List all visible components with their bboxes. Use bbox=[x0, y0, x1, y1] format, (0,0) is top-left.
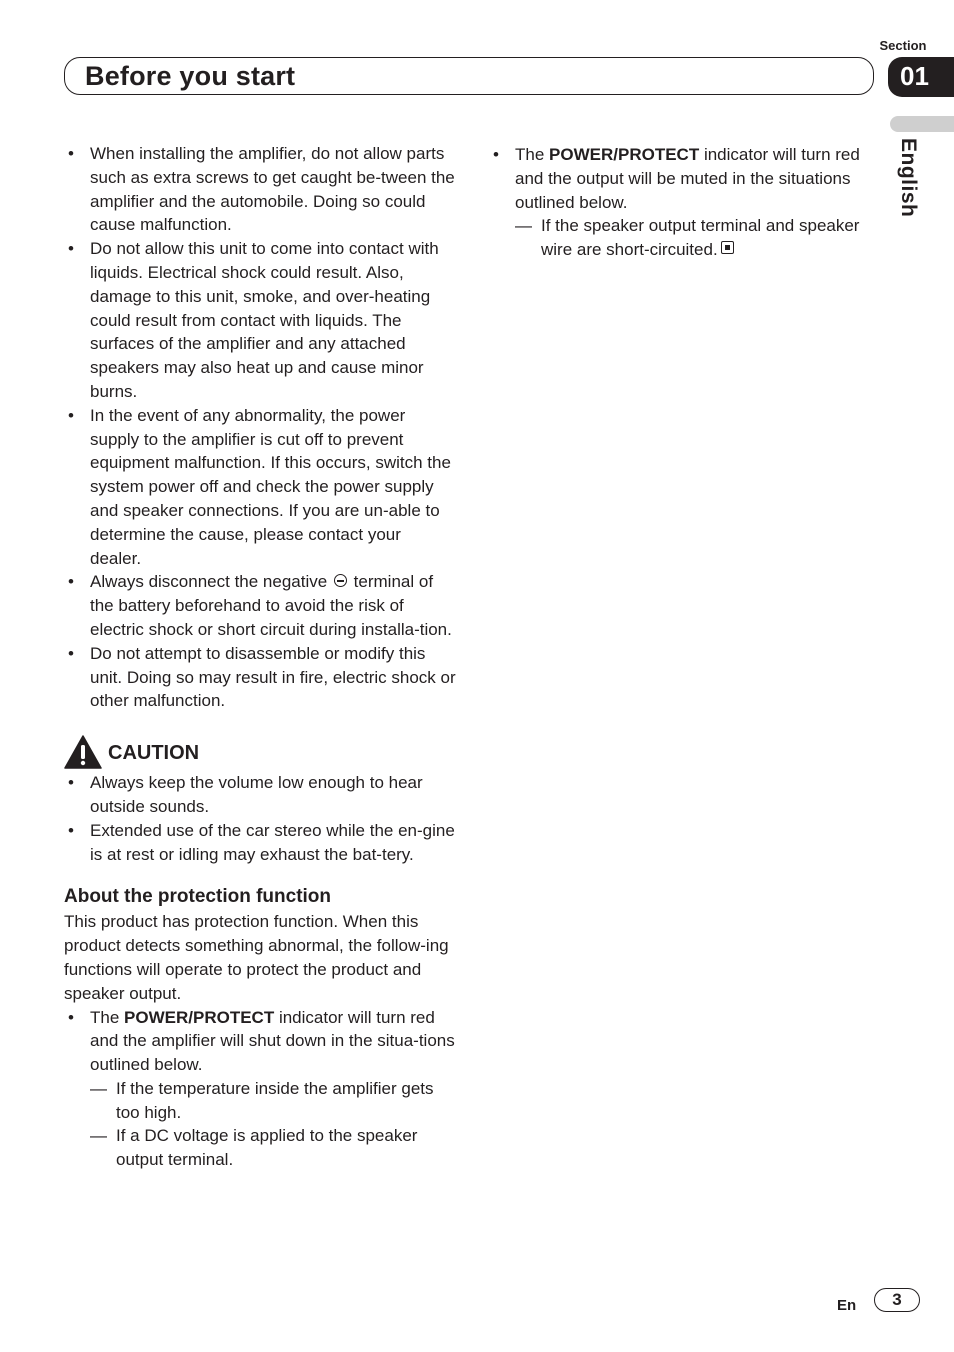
condition-text: If the speaker output terminal and speaker wire are short-circuited. bbox=[541, 216, 860, 260]
page-number: 3 bbox=[874, 1288, 920, 1312]
section-tab bbox=[888, 57, 954, 97]
bullet-icon: • bbox=[68, 239, 74, 259]
condition-item bbox=[90, 1077, 456, 1125]
list-item bbox=[64, 1006, 456, 1077]
list-item-prefix: The bbox=[90, 1007, 120, 1027]
dash-icon: — bbox=[90, 1126, 107, 1146]
list-item bbox=[64, 237, 456, 404]
list-item-text: In the event of any abnormality, the power supply to the amplifier is cut off to prevent equipment malfunction. If this occurs, switch the system power off and check the power supply and speaker connections. If you are un-able to determine the cause, please contact your dealer. bbox=[90, 405, 451, 568]
list-item-prefix: The bbox=[515, 145, 545, 164]
list-item-suffix: indicator will turn red and the output will be muted in the situations outlined below. bbox=[515, 145, 860, 212]
indicator-name: POWER/PROTECT bbox=[549, 145, 700, 164]
bullet-icon: • bbox=[68, 572, 74, 592]
negative-terminal-icon bbox=[334, 574, 347, 587]
list-item bbox=[64, 642, 456, 713]
bullet-icon: • bbox=[68, 144, 74, 163]
condition-text: If the temperature inside the amplifier gets too high. bbox=[116, 1078, 434, 1122]
caution-label: CAUTION bbox=[108, 742, 200, 765]
list-item-text: Extended use of the car stereo while the en-gine is at rest or idling may exhaust the bat-tery. bbox=[90, 820, 455, 864]
dash-icon: — bbox=[515, 216, 532, 236]
protection-heading: About the protection function bbox=[64, 886, 332, 908]
end-of-section-icon bbox=[721, 241, 734, 254]
list-item bbox=[64, 570, 456, 641]
bullet-icon: • bbox=[68, 773, 74, 793]
language-tab bbox=[890, 116, 954, 132]
indicator-name: POWER/PROTECT bbox=[124, 1007, 275, 1027]
left-column bbox=[64, 142, 456, 1172]
caution-heading bbox=[64, 733, 456, 771]
protection-intro: This product has protection function. When this product detects something abnormal, the follow-ing functions will operate to protect the product and speaker output. bbox=[64, 912, 449, 1003]
language-label: English bbox=[897, 138, 920, 218]
bullet-icon: • bbox=[68, 405, 74, 425]
list-item bbox=[64, 819, 456, 867]
condition-item bbox=[90, 1124, 456, 1172]
list-item bbox=[64, 142, 456, 237]
warning-icon bbox=[64, 735, 102, 769]
page-title: Before you start bbox=[85, 61, 296, 91]
bullet-icon: • bbox=[68, 643, 74, 663]
list-item-text: Always keep the volume low enough to hear outside sounds. bbox=[90, 773, 423, 816]
list-item bbox=[489, 143, 881, 214]
list-item-text: When installing the amplifier, do not allow parts such as extra screws to get caught be-tween the amplifier and the automobile. Doing so could cause malfunction. bbox=[90, 144, 455, 235]
bullet-icon: • bbox=[493, 145, 499, 164]
title-bar bbox=[64, 57, 874, 95]
list-item-suffix: indicator will turn red and the amplifier will shut down in the situa-tions outlined below. bbox=[90, 1007, 455, 1075]
footer-language: En bbox=[837, 1297, 857, 1314]
condition-text: If a DC voltage is applied to the speaker output terminal. bbox=[116, 1126, 418, 1170]
list-item-text-after: terminal of the battery beforehand to avoid the risk of electric shock or short circuit during installa-tion. bbox=[90, 572, 452, 639]
list-item bbox=[64, 771, 456, 819]
right-column bbox=[489, 143, 881, 262]
list-item-text: Do not attempt to disassemble or modify this unit. Doing so may result in fire, electric shock or other malfunction. bbox=[90, 643, 456, 711]
condition-item bbox=[515, 214, 881, 262]
dash-icon: — bbox=[90, 1078, 107, 1098]
bullet-icon: • bbox=[68, 1007, 74, 1027]
list-item bbox=[64, 404, 456, 571]
list-item-text-before: Always disconnect the negative bbox=[90, 572, 328, 592]
section-label: Section bbox=[879, 38, 927, 53]
section-number: 01 bbox=[900, 61, 929, 91]
list-item-text: Do not allow this unit to come into contact with liquids. Electrical shock could result. Also, damage to this unit, smoke, and over-heating could result from contact with liquids. The surfaces of the amplifier and any attached speakers may also heat up and cause minor burns. bbox=[90, 239, 439, 401]
bullet-icon: • bbox=[68, 820, 74, 840]
